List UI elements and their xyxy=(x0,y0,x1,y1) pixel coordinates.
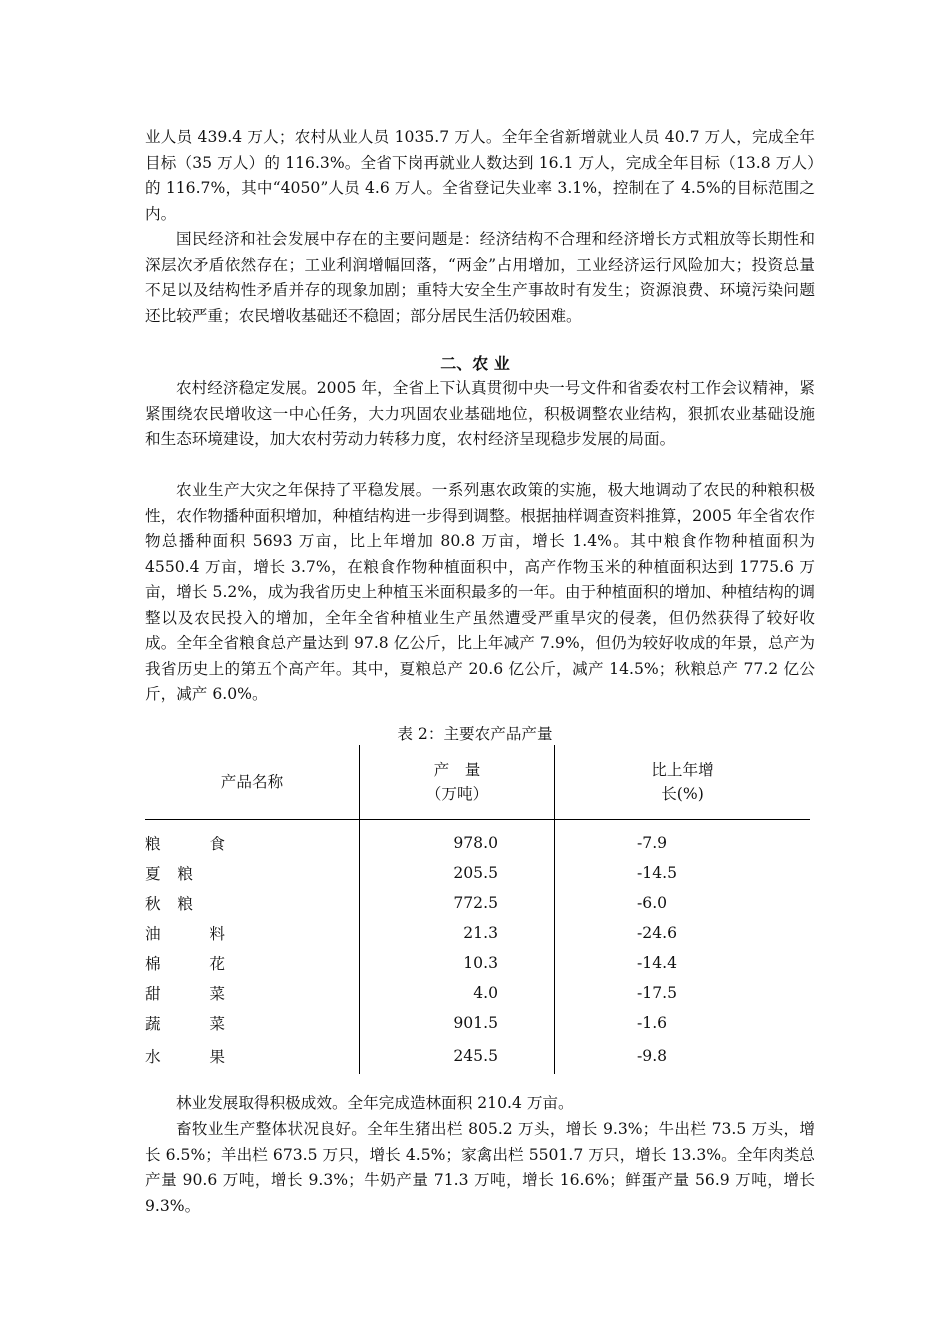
row-name: 粮食 xyxy=(145,820,360,859)
forestry-paragraph: 林业发展取得积极成效。全年完成造林面积 210.4 万亩。 xyxy=(176,1094,574,1112)
row-growth: -14.5 xyxy=(637,864,677,882)
section-heading-agriculture: 二、农 业 xyxy=(440,354,510,373)
row-output: 21.3 xyxy=(360,918,555,948)
row-output: 245.5 xyxy=(360,1038,555,1074)
row-growth: -7.9 xyxy=(637,834,668,852)
row-name: 油料 xyxy=(145,918,360,948)
row-name: 甜菜 xyxy=(145,978,360,1008)
row-growth: -17.5 xyxy=(637,984,677,1002)
row-name: 夏粮 xyxy=(145,858,360,888)
row-output: 205.5 xyxy=(360,858,555,888)
table-row xyxy=(145,948,810,978)
row-name: 棉花 xyxy=(145,948,360,978)
row-growth: -1.6 xyxy=(637,1014,668,1032)
table-row xyxy=(145,1038,810,1074)
row-output: 4.0 xyxy=(360,978,555,1008)
agri-products-table xyxy=(145,745,810,1074)
header-output-line1: 产 量 xyxy=(433,761,481,779)
employment-paragraph: 业人员 439.4 万人；农村从业人员 1035.7 万人。全年全省新增就业人员 40.7 万人，完成全年目标（35 万人）的 116.3%。全省下岗再就业人数达到 16.1 万人，完成全年目标（13.8 万人）的 116.7%，其中“4050”人员 4.6 万人。全省登记失业率 3.1%，控制在了 4.5%的目标范围之内。 xyxy=(145,128,815,223)
row-name: 蔬菜 xyxy=(145,1008,360,1038)
row-output: 772.5 xyxy=(360,888,555,918)
header-output xyxy=(360,745,555,820)
header-growth-line2: 长(%) xyxy=(661,785,704,803)
table-header-row xyxy=(145,745,810,820)
table-row xyxy=(145,918,810,948)
row-name: 秋粮 xyxy=(145,888,360,918)
table-caption: 表 2：主要农产品产量 xyxy=(397,725,553,743)
header-growth-line1: 比上年增 xyxy=(651,761,714,779)
row-output: 10.3 xyxy=(360,948,555,978)
row-output: 978.0 xyxy=(360,820,555,859)
rural-economy-paragraph: 农村经济稳定发展。2005 年，全省上下认真贯彻中央一号文件和省委农村工作会议精神，紧紧围绕农民增收这一中心任务，大力巩固农业基础地位，积极调整农业结构，狠抓农业基础设施和生态环境建设，加大农村劳动力转移力度，农村经济呈现稳步发展的局面。 xyxy=(145,379,815,448)
table-row xyxy=(145,1008,810,1038)
agri-production-paragraph: 农业生产大灾之年保持了平稳发展。一系列惠农政策的实施，极大地调动了农民的种粮积极性，农作物播种面积增加，种植结构进一步得到调整。根据抽样调查资料推算，2005 年全省农作物总播种面积 5693 万亩，比上年增加 80.8 万亩，增长 1.4%。其中粮食作物种植面积为 4550.4 万亩，增长 3.7%，在粮食作物种植面积中，高产作物玉米的种植面积达到 1775.6 万亩，增长 5.2%，成为我省历史上种植玉米面积最多的一年。由于种植面积的增加、种植结构的调整以及农民投入的增加，全年全省种植业生产虽然遭受严重旱灾的侵袭，但仍然获得了较好收成。全年全省粮食总产量达到 97.8 亿公斤，比上年减产 7.9%，但仍为较好收成的年景，总产为我省历史上的第五个高产年。其中，夏粮总产 20.6 亿公斤，减产 14.5%；秋粮总产 77.2 亿公斤，减产 6.0%。 xyxy=(145,481,815,703)
row-output: 901.5 xyxy=(360,1008,555,1038)
row-name: 水果 xyxy=(145,1038,360,1074)
header-product-name: 产品名称 xyxy=(145,745,360,820)
problems-paragraph: 国民经济和社会发展中存在的主要问题是：经济结构不合理和经济增长方式粗放等长期性和深层次矛盾依然存在；工业利润增幅回落，“两金”占用增加，工业经济运行风险加大；投资总量不足以及结构性矛盾并存的现象加剧；重特大安全生产事故时有发生；资源浪费、环境污染问题还比较严重；农民增收基础还不稳固；部分居民生活仍较困难。 xyxy=(145,230,815,325)
livestock-paragraph: 畜牧业生产整体状况良好。全年生猪出栏 805.2 万头，增长 9.3%；牛出栏 73.5 万头，增长 6.5%；羊出栏 673.5 万只，增长 4.5%；家禽出栏 5501.7 万只，增长 13.3%。全年肉类总产量 90.6 万吨，增长 9.3%；牛奶产量 71.3 万吨，增长 16.6%；鲜蛋产量 56.9 万吨，增长 9.3%。 xyxy=(145,1120,815,1215)
row-growth: -9.8 xyxy=(637,1047,668,1065)
header-output-line2: （万吨） xyxy=(425,785,489,803)
table-row xyxy=(145,820,810,859)
table-row xyxy=(145,858,810,888)
table-row xyxy=(145,978,810,1008)
row-growth: -14.4 xyxy=(637,954,677,972)
header-growth xyxy=(555,745,811,820)
row-growth: -24.6 xyxy=(637,924,677,942)
table-row xyxy=(145,888,810,918)
row-growth: -6.0 xyxy=(637,894,668,912)
